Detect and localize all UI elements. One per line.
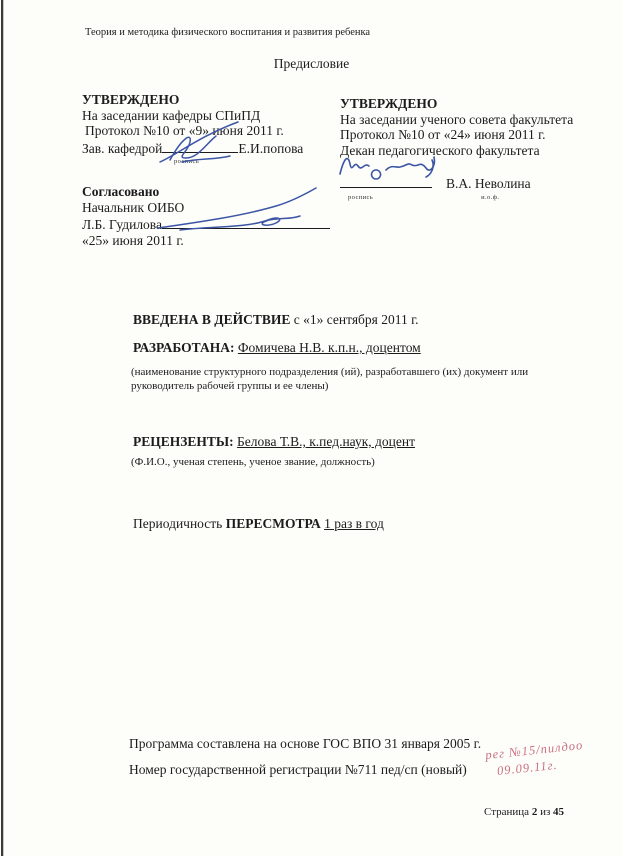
document-course-title: Теория и методика физического воспитания и развития ребенка <box>85 27 371 38</box>
signature-line <box>162 215 330 229</box>
approval-left-heading: УТВЕРЖДЕНО <box>82 92 180 107</box>
footer-basis-line: Программа составлена на основе ГОС ВПО 31 января 2005 г. <box>129 736 482 751</box>
approval-left-block <box>82 92 303 165</box>
approval-right-block <box>340 96 573 201</box>
agreed-heading: Согласовано <box>82 184 160 199</box>
signature-caption: роспись <box>174 158 200 165</box>
introduced-date: с «1» сентября 2011 г. <box>290 312 419 327</box>
developed-value: Фомичева Н.В. к.п.н., доцентом <box>237 340 421 355</box>
page-number-current: 2 <box>531 806 538 818</box>
approval-left-signature-line <box>82 139 303 157</box>
agreed-line3: «25» июня 2011 г. <box>82 232 184 248</box>
agreed-signatory-name: Л.Б. Гудилова <box>82 217 162 232</box>
approval-right-line1: На заседании ученого совета факультета <box>340 111 574 127</box>
introduced-line <box>133 312 419 328</box>
reviewers-label: РЕЦЕНЗЕНТЫ: <box>133 434 234 449</box>
reviewers-note: (Ф.И.О., ученая степень, ученое звание, должность) <box>131 456 375 468</box>
page-number <box>484 806 564 818</box>
agreed-block <box>82 184 330 248</box>
periodicity-label: ПЕРЕСМОТРА <box>225 516 321 531</box>
footer-registration-line: Номер государственной регистрации №711 пед/сп (новый) <box>129 762 467 777</box>
approval-right-signature-line <box>340 174 573 192</box>
approval-left-line2: Протокол №10 от «9» июня 2011 г. <box>85 123 284 138</box>
page-number-total: 45 <box>553 806 565 818</box>
page-title: Предисловие <box>273 56 350 71</box>
approval-right-heading: УТВЕРЖДЕНО <box>340 96 438 111</box>
developed-line <box>133 340 421 356</box>
handwritten-registration-note <box>484 737 585 781</box>
page-number-of: из <box>537 806 554 818</box>
signature-line <box>162 139 238 153</box>
name-caption: и.о.ф. <box>481 193 500 201</box>
periodicity-prefix: Периодичность <box>133 516 226 531</box>
scan-edge-shadow <box>3 0 4 856</box>
handwritten-note-line1: рег №15/пилдоо <box>484 737 584 763</box>
signature-caption: роспись <box>348 193 374 201</box>
periodicity-line <box>133 516 384 532</box>
approval-right-line2: Протокол №10 от «24» июня 2011 г. <box>340 127 546 142</box>
agreed-signature-line <box>82 215 330 233</box>
approval-right-signatory-name: В.А. Неволина <box>446 176 531 191</box>
developed-label: РАЗРАБОТАНА: <box>133 340 235 355</box>
signature-line <box>340 174 432 188</box>
reviewers-line <box>133 434 415 450</box>
introduced-label: ВВЕДЕНА В ДЕЙСТВИЕ <box>133 312 291 327</box>
approval-left-signatory-name: Е.И.попова <box>238 140 304 156</box>
page-number-prefix: Страница <box>484 806 532 818</box>
approval-right-line3: Декан педагогического факультета <box>340 142 540 158</box>
agreed-line1: Начальник ОИБО <box>82 199 185 215</box>
periodicity-value: 1 раз в год <box>324 516 384 531</box>
reviewers-value: Белова Т.В., к.пед.наук, доцент <box>237 434 415 449</box>
developed-note: (наименование структурного подразделения (ий), разработавшего (их) документ или руководитель рабочей группы и ее члены) <box>131 366 529 392</box>
handwritten-note-line2: 09.09.11г. <box>496 757 559 779</box>
approval-left-line3-prefix: Зав. кафедрой <box>82 140 163 156</box>
approval-left-line1: На заседании кафедры СПиПД <box>82 107 261 123</box>
